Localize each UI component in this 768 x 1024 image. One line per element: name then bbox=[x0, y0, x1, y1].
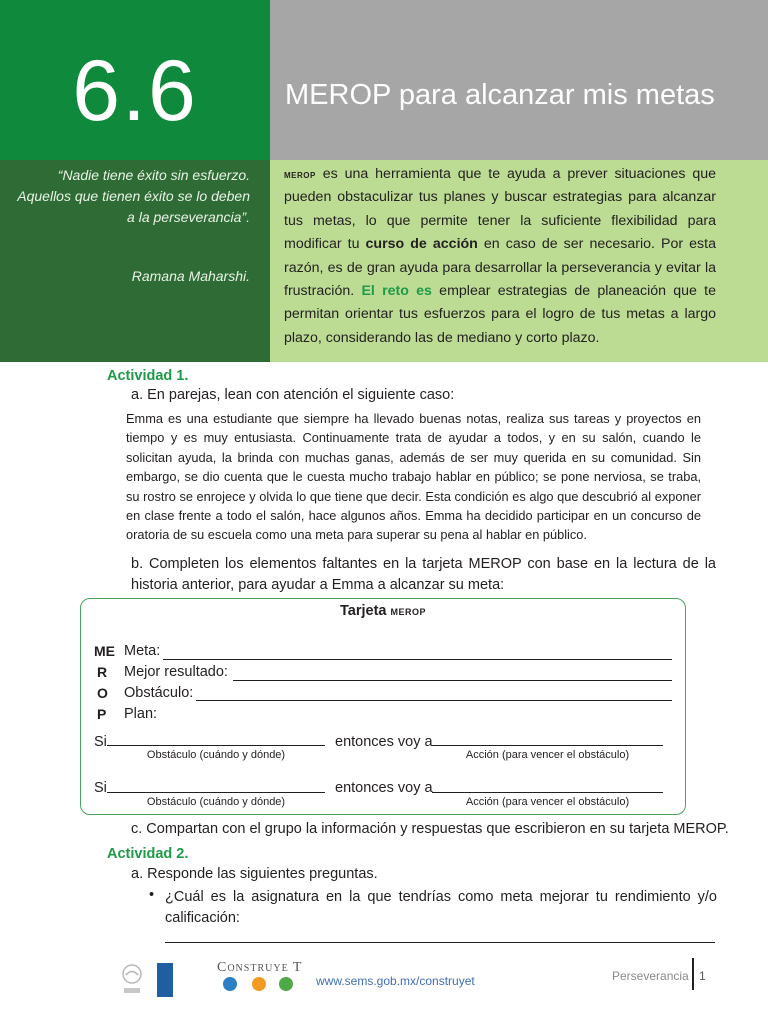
letter-o: O bbox=[97, 685, 108, 701]
merop-term: merop bbox=[284, 167, 316, 181]
obstaculo-field[interactable] bbox=[196, 700, 672, 701]
mejor-resultado-field[interactable] bbox=[233, 680, 672, 681]
construye-t-logo: Construye T bbox=[217, 960, 303, 975]
activity-2-title: Actividad 2. bbox=[107, 846, 189, 862]
intro-text-3: emplear estrategias de planeación que te permitan orientar tus esfuerzos para el logro de tus metas a largo plazo, considerando las de mediano y corto plazo. bbox=[284, 283, 717, 346]
activity-1-item-b: b. Completen los elementos faltantes en la tarjeta MEROP con base en la lectura de la historia anterior, para ayudar a Emma a alcanzar su meta: bbox=[131, 556, 716, 593]
obstaculo-label: Obstáculo: bbox=[124, 685, 194, 701]
plan-label: Plan: bbox=[124, 706, 158, 722]
relaciona-t-icon bbox=[252, 977, 266, 991]
mejor-resultado-label: Mejor resultado: bbox=[124, 664, 228, 680]
letter-p: P bbox=[97, 706, 107, 722]
intro-text-1: es una herramienta que te ayuda a prever situaciones que pueden obstaculizar tus planes y buscar estrategias para alcanzar tus metas, lo que permite tener la suficiente flexibilidad para modificar tu bbox=[284, 166, 716, 253]
card-title-text: Tarjeta bbox=[339, 603, 387, 619]
card-title-merop: merop bbox=[390, 604, 427, 618]
case-text: Emma es una estudiante que siempre ha llevado buenas notas, realiza sus tareas y proyectos en tiempo y es muy entusiasta. Continuamente trata de ayudar a todos, y en su salón, cuando le solicitan ayuda, la brinda con muchas ganas, además de ser muy querida en su comunidad. Sin embargo, se dio cuenta que le cuesta mucho trabajo hablar en público; se pone nerviosa, se traba, su rostro se enrojece y olvida lo que tiene que decir. Esta condición es algo que descubrió al exponer en clase frente a todo el salón, hace algunos años. Emma ha decidido participar en un concurso de oratoria de su escuela como una meta para superar su pena al hablar en público. bbox=[126, 411, 701, 543]
section-number: 6.6 bbox=[72, 43, 198, 139]
footer-divider bbox=[692, 958, 694, 990]
meta-field[interactable] bbox=[163, 659, 672, 660]
intro-text-2: en caso de ser necesario. Por esta razón, es de gran ayuda para desarrollar la perseverancia y evitar la frustración. bbox=[284, 236, 716, 300]
question-1: ¿Cuál es la asignatura en la que tendrías como meta mejorar tu rendimiento y/o calificación: bbox=[165, 889, 717, 926]
entonces-label-2: entonces voy a bbox=[335, 780, 433, 796]
plan-obstacle-field-2[interactable] bbox=[107, 792, 325, 793]
meta-label: Meta: bbox=[124, 643, 161, 659]
conoce-t-icon bbox=[223, 977, 237, 991]
quote-text: “Nadie tiene éxito sin esfuerzo. Aquellos que tienen éxito se lo deben a la perseverancia”. bbox=[17, 167, 250, 225]
action-caption-1: Acción (para vencer el obstáculo) bbox=[465, 749, 630, 761]
obstacle-caption-1: Obstáculo (cuándo y dónde) bbox=[146, 749, 286, 761]
quote-author: Ramana Maharshi. bbox=[131, 268, 250, 284]
activity-2-item-a: a. Responde las siguientes preguntas. bbox=[131, 866, 378, 882]
plan-obstacle-field-1[interactable] bbox=[107, 745, 325, 746]
activity-1-title: Actividad 1. bbox=[107, 368, 189, 384]
bullet: • bbox=[149, 887, 155, 903]
page-title: MEROP para alcanzar mis metas bbox=[285, 79, 715, 111]
obstacle-caption-2: Obstáculo (cuándo y dónde) bbox=[146, 796, 286, 808]
letter-r: R bbox=[97, 664, 108, 680]
page-number: 1 bbox=[699, 969, 706, 983]
letter-me: ME bbox=[94, 643, 115, 659]
si-label-1: Si bbox=[94, 734, 107, 750]
si-label-2: Si bbox=[94, 780, 107, 796]
activity-1-item-a: a. En parejas, lean con atención el siguiente caso: bbox=[131, 387, 455, 403]
intro-paragraph bbox=[284, 163, 716, 350]
action-caption-2: Acción (para vencer el obstáculo) bbox=[465, 796, 630, 808]
curso-de-accion: curso de acción bbox=[365, 236, 478, 253]
el-reto-es: El reto es bbox=[361, 283, 432, 300]
plan-action-field-2[interactable] bbox=[432, 792, 663, 793]
footer-section: Perseverancia bbox=[612, 969, 689, 983]
pnud-logo bbox=[157, 963, 173, 997]
entonces-label-1: entonces voy a bbox=[335, 734, 433, 750]
activity-1-item-c: c. Compartan con el grupo la información y respuestas que escribieron en su tarjeta MEROP. bbox=[131, 821, 729, 837]
elige-t-icon bbox=[279, 977, 293, 991]
plan-action-field-1[interactable] bbox=[432, 745, 663, 746]
merop-card-title bbox=[80, 603, 686, 619]
answer-field-1[interactable] bbox=[165, 942, 715, 943]
sep-logo bbox=[117, 962, 147, 996]
footer-url-link[interactable]: www.sems.gob.mx/construyet bbox=[316, 974, 475, 988]
